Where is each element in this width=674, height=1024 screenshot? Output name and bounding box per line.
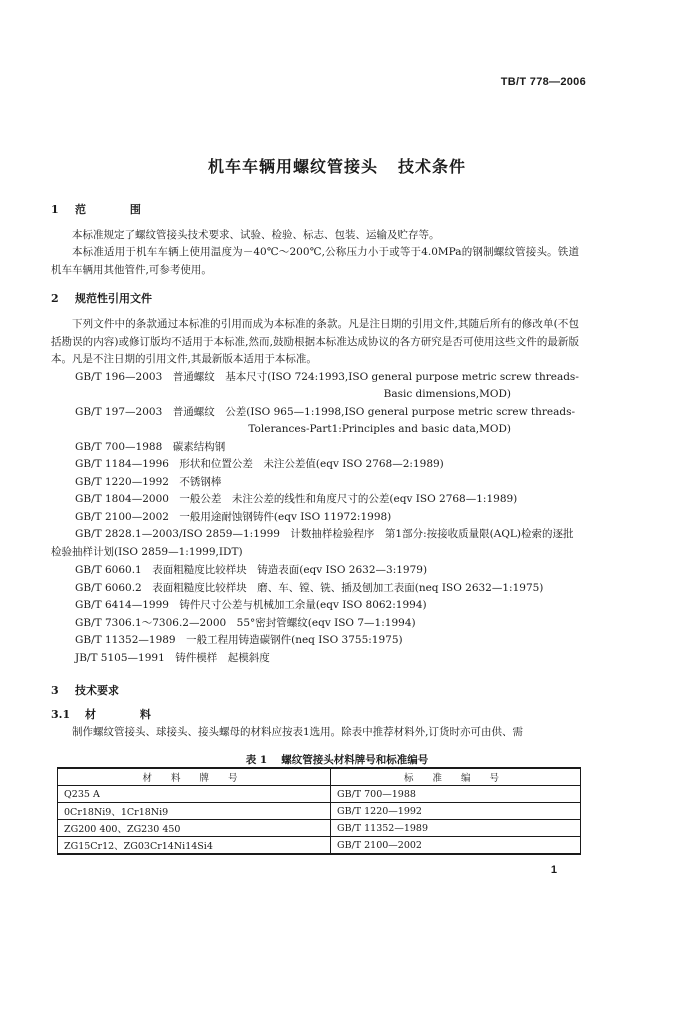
table-row	[58, 820, 581, 837]
ref-item: GB/T 700—1988 碳素结构钢	[75, 441, 226, 453]
section-3-1-heading	[51, 706, 171, 722]
table-cell: GB/T 2100—2002	[331, 837, 581, 855]
section-2-heading	[51, 290, 152, 306]
ref-item: GB/T 1804—2000 一般公差 未注公差的线性和角度尺寸的公差(eqv ISO 2768—1:1989)	[75, 493, 518, 505]
table-row	[58, 803, 581, 820]
section-label: 规范性引用文件	[75, 292, 152, 305]
section-number: 3.1	[51, 708, 71, 721]
ref-item: GB/T 1184—1996 形状和位置公差 未注公差值(eqv ISO 2768—2:1989)	[75, 458, 444, 470]
ref-item: GB/T 2828.1—2003/ISO 2859—1:1999 计数抽样检验程序 第1部分:按接收质量限(AQL)检索的逐批检验抽样计划(ISO 2859—1:1999,IDT)	[51, 528, 574, 558]
ref-item: GB/T 2100—2002 一般用途耐蚀钢铸件(eqv ISO 11972:1998)	[75, 511, 392, 523]
ref-item: GB/T 11352—1989 一般工程用铸造碳钢件(neq ISO 3755:1975)	[75, 634, 403, 646]
ref-item-continued: Basic dimensions,MOD)	[383, 388, 511, 400]
standard-number: TB/T 778—2006	[500, 76, 586, 88]
table-cell: Q235 A	[58, 786, 331, 803]
table-cell: GB/T 700—1988	[331, 786, 581, 803]
section-1-para-1: 本标准规定了螺纹管接头技术要求、试验、检验、标志、包装、运输及贮存等。	[72, 229, 440, 241]
section-3-1-para-1: 制作螺纹管接头、球接头、接头螺母的材料应按表1选用。除表中推荐材料外,订货时亦可由供、需	[72, 726, 524, 738]
section-2-para-1: 下列文件中的条款通过本标准的引用而成为本标准的条款。凡是注日期的引用文件,其随后所有的修改单(不包括勘误的内容)或修订版均不适用于本标准,然而,鼓励根据本标准达成协议的各方研究是否可使用这些文件的最新版本。凡是不注日期的引用文件,其最新版本适用于本标准。	[51, 318, 579, 365]
ref-item: GB/T 6414—1999 铸件尺寸公差与机械加工余量(eqv ISO 8062:1994)	[75, 599, 427, 611]
table-row	[58, 837, 581, 855]
ref-item: JB/T 5105—1991 铸件模样 起模斜度	[75, 652, 270, 664]
title-main: 机车车辆用螺纹管接头	[207, 157, 378, 176]
ref-item: GB/T 6060.1 表面粗糙度比较样块 铸造表面(eqv ISO 2632—3:1979)	[75, 564, 428, 576]
page-number: 1	[550, 864, 557, 876]
table-cell: ZG200 400、ZG230 450	[58, 820, 331, 837]
table-header-cell: 材 料 牌 号	[58, 768, 331, 786]
ref-item: GB/T 197—2003 普通螺纹 公差(ISO 965—1:1998,ISO general purpose metric screw threads-	[75, 406, 576, 418]
section-3-heading	[51, 682, 119, 698]
table-cell: GB/T 11352—1989	[331, 820, 581, 837]
section-label: 材 料	[85, 708, 171, 721]
section-1-para-2: 本标准适用于机车车辆上使用温度为－40℃～200℃,公称压力小于或等于4.0MPa的钢制螺纹管接头。铁道机车车辆用其他管件,可参考使用。	[51, 246, 579, 276]
table-cell: GB/T 1220—1992	[331, 803, 581, 820]
ref-item-continued: Tolerances-Part1:Principles and basic data,MOD)	[248, 423, 511, 435]
table-caption-text: 螺纹管接头材料牌号和标准编号	[281, 754, 429, 766]
table-caption-number: 表 1	[245, 754, 268, 766]
table-caption	[0, 752, 674, 767]
section-number: 1	[51, 203, 59, 216]
ref-item: GB/T 1220—1992 不锈钢棒	[75, 476, 222, 488]
section-number: 2	[51, 292, 59, 305]
table-cell: ZG15Cr12、ZG03Cr14Ni14Si4	[58, 837, 331, 855]
table-header-cell: 标 准 编 号	[331, 768, 581, 786]
title-sub: 技术条件	[398, 157, 467, 176]
section-1-heading	[51, 201, 161, 217]
section-number: 3	[51, 684, 59, 697]
section-label: 范 围	[75, 203, 161, 216]
ref-item: GB/T 7306.1～7306.2—2000 55°密封管螺纹(eqv ISO 7—1:1994)	[75, 617, 416, 629]
ref-item: GB/T 196—2003 普通螺纹 基本尺寸(ISO 724:1993,ISO general purpose metric screw threads-	[75, 371, 579, 383]
ref-item: GB/T 6060.2 表面粗糙度比较样块 磨、车、镗、铣、插及刨加工表面(neq ISO 2632—1:1975)	[75, 582, 544, 594]
table-row	[58, 786, 581, 803]
document-title	[0, 154, 674, 177]
table-header-row	[58, 768, 581, 786]
section-label: 技术要求	[75, 684, 119, 697]
table-cell: 0Cr18Ni9、1Cr18Ni9	[58, 803, 331, 820]
materials-table	[57, 767, 581, 855]
